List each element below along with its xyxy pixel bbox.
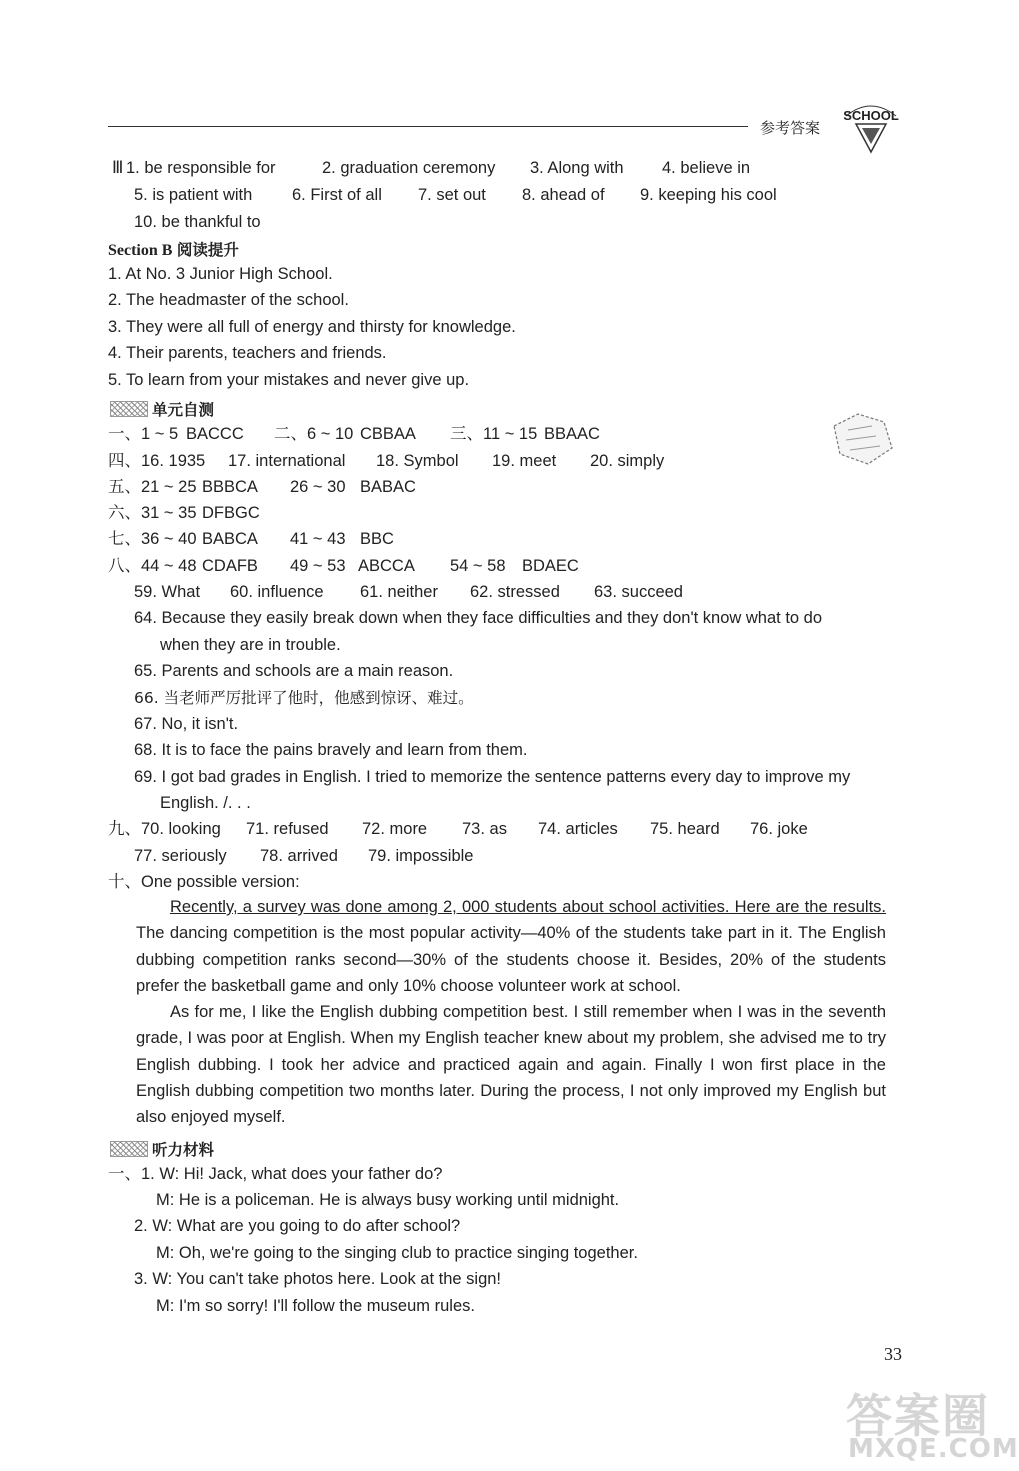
- ut-line: 66. 当老师严厉批评了他时，他感到惊讶、难过。: [134, 689, 474, 707]
- ut-cell: BBC: [360, 530, 394, 548]
- section-b-title-en: Section B: [108, 242, 173, 259]
- section-b-answer: 2. The headmaster of the school.: [108, 291, 349, 309]
- ut-cell: 七、36 ~ 40: [108, 530, 197, 548]
- grid-heading-icon: [110, 401, 148, 417]
- ut-cell: 三、11 ~ 15: [450, 425, 538, 443]
- header-title: 参考答案: [760, 120, 821, 137]
- ut-cell: 75. heard: [650, 820, 720, 838]
- header-rule: [108, 126, 748, 127]
- section3-roman: Ⅲ: [112, 159, 124, 177]
- ut-cell: 72. more: [362, 820, 428, 838]
- ut-cell: BABAC: [360, 478, 416, 496]
- s3-item: 6. First of all: [292, 186, 382, 204]
- ut-cell: 63. succeed: [594, 583, 683, 601]
- ut-cell: 二、6 ~ 10: [274, 425, 354, 443]
- unit-test-title: 单元自测: [152, 401, 215, 419]
- ut-cell: 78. arrived: [260, 847, 338, 865]
- ut-line: 68. It is to face the pains bravely and learn from them.: [134, 741, 528, 759]
- ut-cell: BACCC: [186, 425, 244, 443]
- ut-cell: 61. neither: [360, 583, 438, 601]
- essay-paragraph-1: [136, 894, 886, 999]
- s3-item: 10. be thankful to: [134, 213, 261, 231]
- listening-line: M: I'm so sorry! I'll follow the museum rules.: [156, 1297, 475, 1315]
- ut-line: 69. I got bad grades in English. I tried to memorize the sentence patterns every day to improve my: [134, 768, 851, 786]
- ut-cell: CBBAA: [360, 425, 416, 443]
- ut-cell: BDAEC: [522, 557, 579, 575]
- ut-cell: ABCCA: [358, 557, 415, 575]
- ut-cell: 74. articles: [538, 820, 618, 838]
- s3-item: 2. graduation ceremony: [322, 159, 496, 177]
- ut-cell: 49 ~ 53: [290, 557, 346, 575]
- s3-item: 3. Along with: [530, 159, 624, 177]
- ut-cell: DFBGC: [202, 504, 260, 522]
- s3-item: 4. believe in: [662, 159, 751, 177]
- ut-line: English. /. . .: [160, 794, 251, 812]
- ut-cell: 八、44 ~ 48: [108, 557, 197, 575]
- ut-cell: 41 ~ 43: [290, 530, 346, 548]
- ut-cell: BBAAC: [544, 425, 600, 443]
- section-b-answer: 3. They were all full of energy and thirsty for knowledge.: [108, 318, 516, 336]
- ut-cell: 一、1 ~ 5: [108, 425, 179, 443]
- ut-cell: 19. meet: [492, 452, 557, 470]
- ut-cell: 59. What: [134, 583, 201, 601]
- section-b-title-cn: 阅读提升: [176, 241, 239, 259]
- ut-cell: 26 ~ 30: [290, 478, 346, 496]
- section-b-answer: 1. At No. 3 Junior High School.: [108, 265, 333, 283]
- ut-cell: 五、21 ~ 25: [108, 478, 197, 496]
- watermark-url: MXQE.COM: [848, 1434, 1019, 1464]
- ut-cell: CDAFB: [202, 557, 258, 575]
- ut-line: 64. Because they easily break down when they face difficulties and they don't know what to do: [134, 609, 823, 627]
- ut-cell: 76. joke: [750, 820, 808, 838]
- ut-cell: 54 ~ 58: [450, 557, 506, 575]
- ut-line: 67. No, it isn't.: [134, 715, 239, 733]
- page-number: 33: [884, 1344, 902, 1364]
- section-b-heading: [108, 238, 239, 260]
- s3-item: 5. is patient with: [134, 186, 253, 204]
- ut-line: when they are in trouble.: [160, 636, 341, 654]
- listening-line: 一、1. W: Hi! Jack, what does your father do?: [108, 1165, 443, 1183]
- ut-cell: 62. stressed: [470, 583, 560, 601]
- ut-cell: 四、16. 1935: [108, 452, 206, 470]
- ut-line: 65. Parents and schools are a main reason.: [134, 662, 454, 680]
- listening-title: 听力材料: [152, 1141, 215, 1159]
- ten-label: 十、One possible version:: [108, 873, 300, 891]
- s3-item: 1. be responsible for: [126, 159, 276, 177]
- school-logo: [838, 94, 904, 156]
- ut-cell: 71. refused: [246, 820, 329, 838]
- s3-item: 7. set out: [418, 186, 486, 204]
- watermark-logo: 答案圈: [846, 1389, 990, 1443]
- section-b-answer: 4. Their parents, teachers and friends.: [108, 344, 387, 362]
- ut-cell: 20. simply: [590, 452, 665, 470]
- ut-cell: BBBCA: [202, 478, 258, 496]
- ut-cell: 79. impossible: [368, 847, 474, 865]
- section-b-answer: 5. To learn from your mistakes and never give up.: [108, 371, 470, 389]
- s3-item: 8. ahead of: [522, 186, 605, 204]
- s3-item: 9. keeping his cool: [640, 186, 777, 204]
- ut-cell: 六、31 ~ 35: [108, 504, 197, 522]
- ut-cell: 77. seriously: [134, 847, 227, 865]
- listening-line: 3. W: You can't take photos here. Look at the sign!: [134, 1270, 502, 1288]
- listening-line: M: He is a policeman. He is always busy working until midnight.: [156, 1191, 620, 1209]
- listening-line: M: Oh, we're going to the singing club to practice singing together.: [156, 1244, 638, 1262]
- ut-cell: 18. Symbol: [376, 452, 459, 470]
- essay-p1-rest: The dancing competition is the most popular activity—40% of the students take part in it. The English dubbing competition ranks second—30% of the students choose it. Besides, 20% of the students prefer the basketball game and only 10% choose volunteer work at school.: [136, 924, 886, 995]
- ut-cell: 60. influence: [230, 583, 324, 601]
- ut-cell: BABCA: [202, 530, 258, 548]
- ut-cell: 73. as: [462, 820, 507, 838]
- essay-underlined: Recently, a survey was done among 2, 000 students about school activities. Here are the results.: [170, 898, 886, 916]
- ut-cell: 九、70. looking: [108, 820, 221, 838]
- listening-line: 2. W: What are you going to do after school?: [134, 1217, 461, 1235]
- logo-text: SCHOOL: [843, 108, 899, 123]
- stamp-image: [828, 408, 898, 468]
- ut-cell: 17. international: [228, 452, 346, 470]
- essay-paragraph-2: As for me, I like the English dubbing competition best. I still remember when I was in the seventh grade, I was poor at English. When my English teacher knew about my problem, she advised me to try English dubbing. I took her advice and practiced again and again. Finally I won first place in the English dubbing competition two months later. During the process, I not only improved my English but also enjoyed myself.: [136, 1003, 886, 1127]
- grid-heading-icon: [110, 1141, 148, 1157]
